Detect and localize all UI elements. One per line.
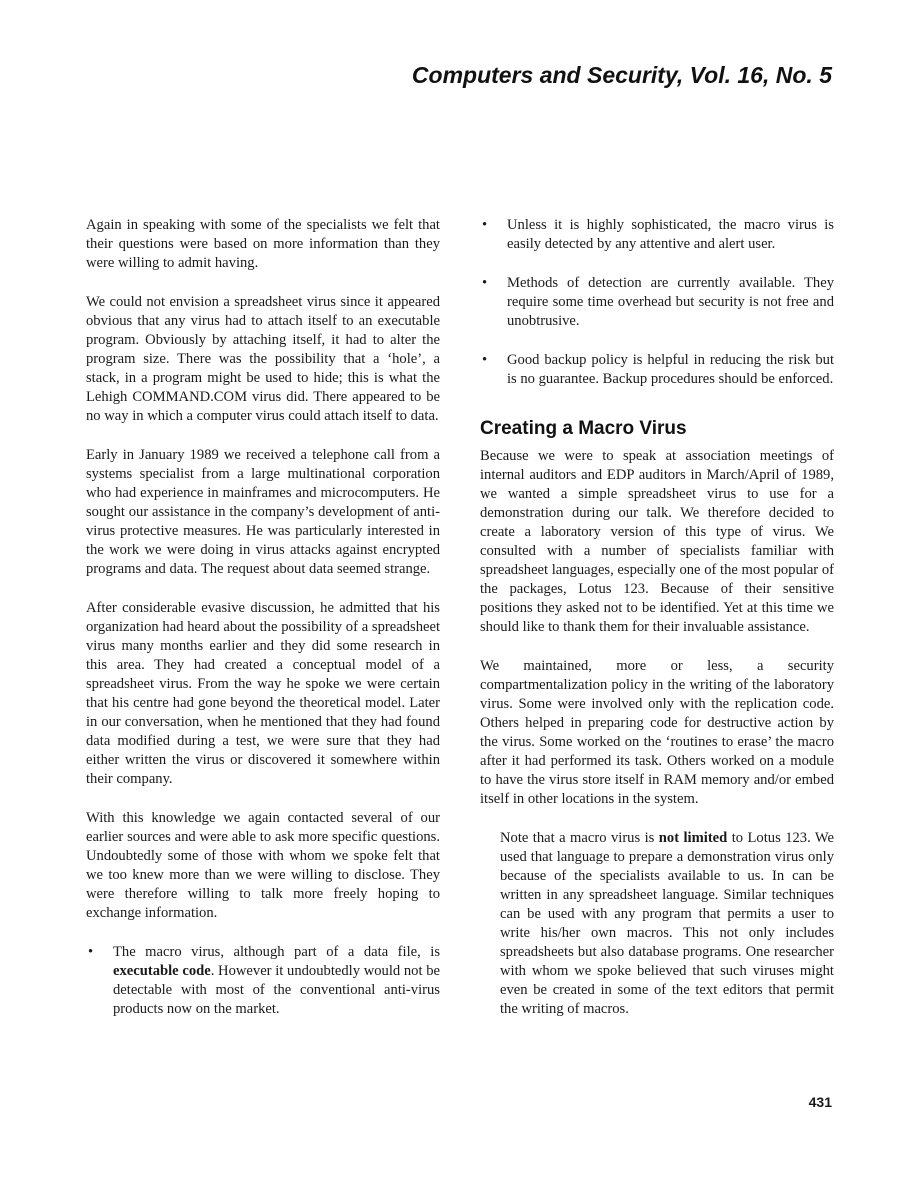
bullet-marker: •	[482, 217, 488, 233]
paragraph: We maintained, more or less, a security compartmentalization policy in the writing of the laboratory virus. Some were involved only with the replication code. Others helped in preparing code for destructive action by the virus. Some worked on the ‘routines to erase’ the macro after it had performed its task. Others worked on a module to have the virus store itself in RAM memory and/or embed itself in other locations in the system.	[480, 658, 834, 807]
paragraph: Because we were to speak at association meetings of internal auditors and EDP auditors in March/April of 1989, we wanted a simple spreadsheet virus to use for a demonstration during our talk. We therefore decided to create a laboratory version of this type of virus. We consulted with a number of specialists familiar with spreadsheet languages, especially one of the most popular of the packages, Lotus 123. Because of their sensitive positions they asked not to be identified. Yet at this time we should like to thank them for their invaluable assistance.	[480, 448, 834, 635]
section-heading: Creating a Macro Virus	[480, 418, 687, 439]
right-column	[480, 216, 834, 1019]
bullet-list	[86, 943, 440, 1019]
bullet-text: Unless it is highly sophisticated, the macro virus is easily detected by any attentive and alert user.	[507, 217, 834, 252]
bullet-emphasis: executable code	[113, 963, 211, 979]
paragraph: Again in speaking with some of the specialists we felt that their questions were based on more information than they were willing to admit having.	[86, 217, 440, 271]
note-box	[500, 829, 834, 1019]
paragraph: Early in January 1989 we received a telephone call from a systems specialist from a large multinational corporation who had experience in mainframes and microcomputers. He sought our assistance in the company’s development of anti-virus protective measures. He was particularly interested in the work we were doing in virus attacks against encrypted programs and data. The request about data seemed strange.	[86, 447, 440, 577]
bullet-text-end: . However it undoubtedly would not be detectable with most of the conventional anti-virus products now on the market.	[113, 963, 440, 1017]
note-text: Note that a macro virus is	[500, 830, 659, 846]
bullet-item	[86, 943, 440, 1019]
paragraph: We could not envision a spreadsheet virus since it appeared obvious that any virus had to attach itself to an executable program. Obviously by attaching itself, it had to alter the program size. There was the possibility that a ‘hole’, a stack, in a program might be used to hide; this is what the Lehigh COMMAND.COM virus did. There appeared to be no way in which a computer virus could attach itself to data.	[86, 294, 440, 424]
bullet-text: Good backup policy is helpful in reducing the risk but is no guarantee. Backup procedures should be enforced.	[507, 352, 834, 387]
paragraph: With this knowledge we again contacted several of our earlier sources and were able to ask more specific questions. Undoubtedly some of those with whom we spoke felt that we too knew more than we were willing to disclose. They were therefore willing to talk more freely hoping to exchange information.	[86, 810, 440, 921]
paragraph: After considerable evasive discussion, he admitted that his organization had heard about the possibility of a spreadsheet virus many months earlier and they did some research in this area. They had created a conceptual model of a spreadsheet virus. From the way he spoke we were certain that his centre had gone beyond the theoretical model. Later in our conversation, when he mentioned that they had found data modified during a test, we were sure that they had either written the virus or discovered it somewhere within their company.	[86, 600, 440, 787]
bullet-text: Methods of detection are currently available. They require some time overhead but security is not free and unobtrusive.	[507, 275, 834, 329]
bullet-text: The macro virus, although part of a data file, is	[113, 944, 440, 960]
note-text-end: to Lotus 123. We used that language to prepare a demonstration virus only because of the specialists available to us. In can be written in any spreadsheet language. Similar techniques can be used with any program that permits a user to write his/her own macros. This not only includes spreadsheets but also database programs. One researcher with whom we spoke believed that such viruses might even be created in some of the text editors that permit the writing of macros.	[500, 830, 835, 1017]
bullet-item	[480, 216, 834, 254]
running-title: Computers and Security, Vol. 16, No. 5	[411, 62, 832, 88]
bullet-marker: •	[482, 275, 488, 291]
bullet-marker: •	[88, 944, 94, 960]
bullet-item	[480, 274, 834, 331]
bullet-item	[480, 351, 834, 389]
note-paragraph	[500, 829, 834, 1019]
page-number: 431	[808, 1094, 832, 1110]
note-emphasis: not limited	[658, 830, 728, 846]
bullet-list	[480, 216, 834, 389]
bullet-marker: •	[482, 352, 488, 368]
left-column	[86, 216, 440, 1037]
